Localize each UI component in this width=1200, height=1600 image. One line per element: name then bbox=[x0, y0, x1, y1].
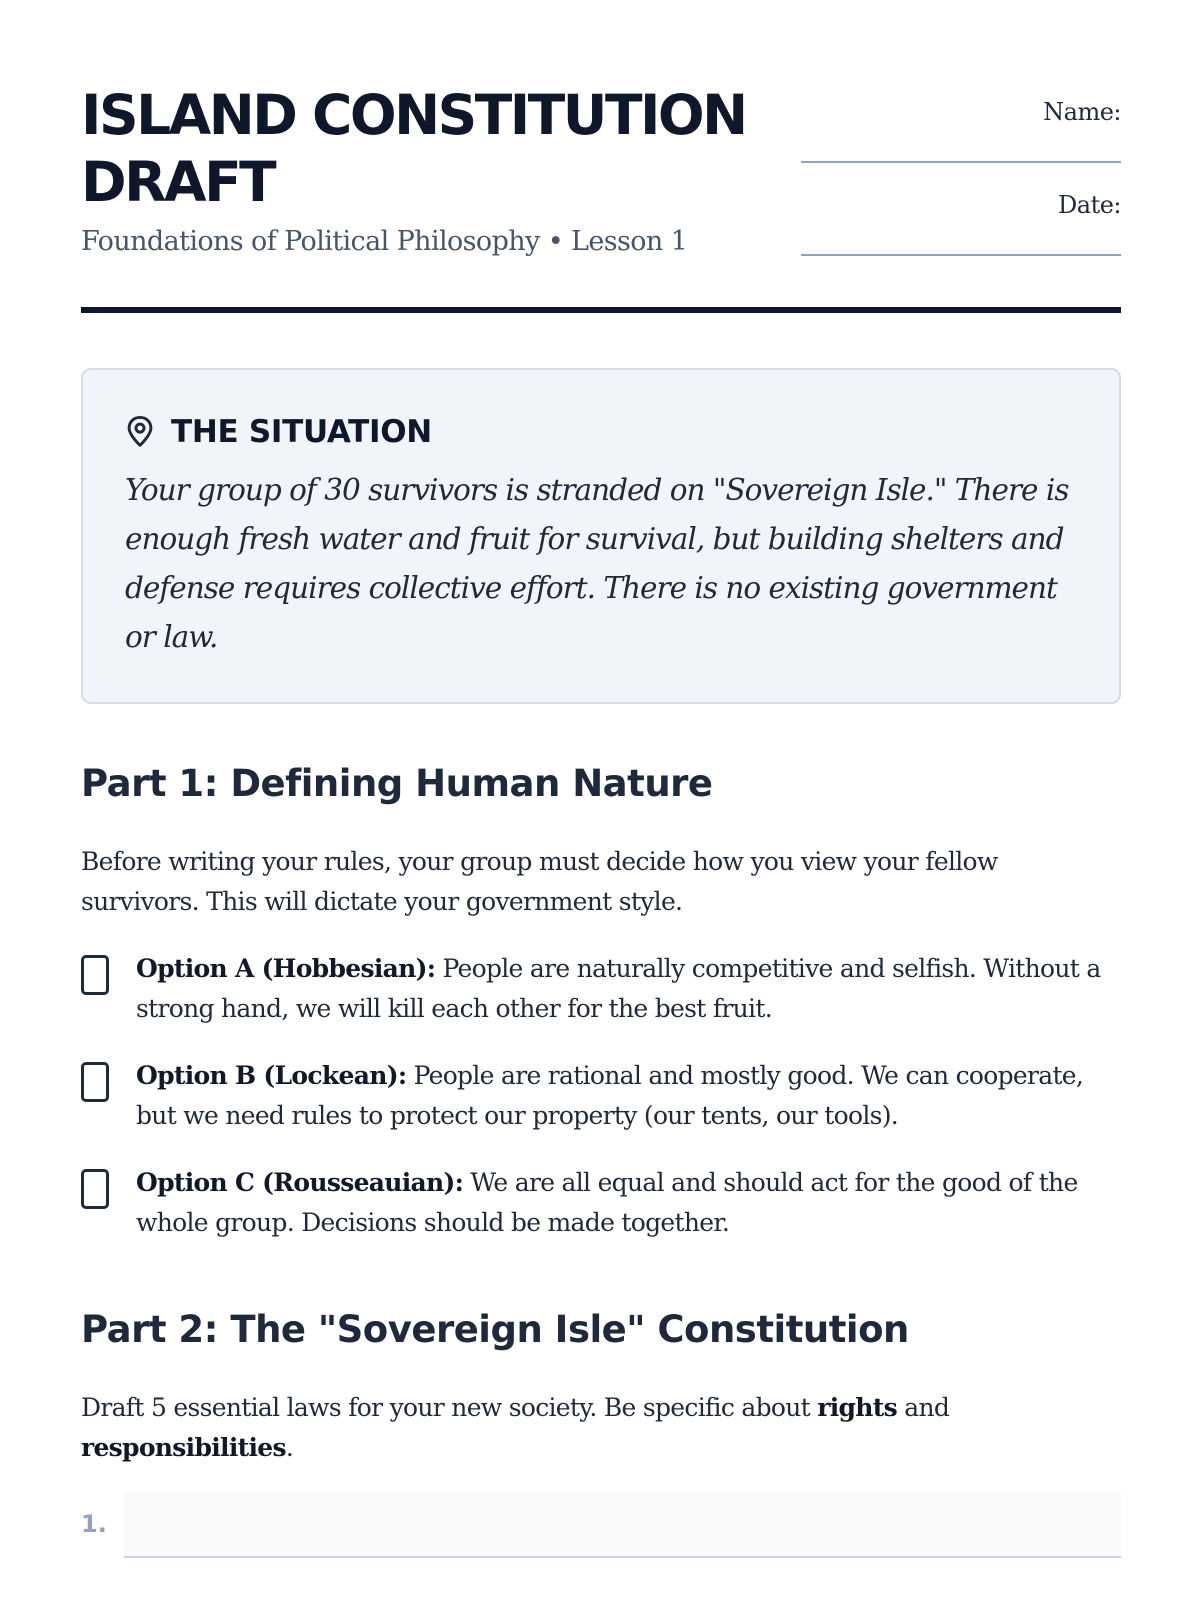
option-b-checkbox[interactable] bbox=[81, 1062, 109, 1102]
situation-header bbox=[125, 410, 1079, 454]
option-a bbox=[81, 949, 1121, 1029]
option-b bbox=[81, 1056, 1121, 1136]
part1-title: Part 1: Defining Human Nature bbox=[81, 762, 713, 805]
date-label: Date: bbox=[1058, 191, 1121, 219]
option-a-label: Option A (Hobbesian): bbox=[136, 954, 436, 983]
header-divider bbox=[81, 307, 1121, 313]
part2-intro-text: Draft 5 essential laws for your new society. Be specific about bbox=[81, 1393, 818, 1422]
option-c-text bbox=[136, 1163, 1121, 1243]
situation-text: Your group of 30 survivors is stranded on "Sovereign Isle." There is enough fresh water and fruit for survival, but building shelters and defense requires collective effort. There is no existing government or law. bbox=[125, 473, 1069, 654]
part2-intro-and: and bbox=[897, 1393, 950, 1422]
worksheet-title: ISLAND CONSTITUTION DRAFT bbox=[81, 83, 746, 214]
option-b-description: People are rational and mostly good. We can cooperate, but we need rules to protect our property (our tents, our tools). bbox=[136, 1061, 1084, 1130]
part2-intro-responsibilities: responsibilities bbox=[81, 1433, 286, 1462]
law-number: 1. bbox=[81, 1510, 107, 1538]
worksheet-page bbox=[81, 0, 1121, 1538]
map-pin-icon bbox=[125, 415, 155, 449]
situation-box bbox=[81, 368, 1121, 704]
name-field[interactable] bbox=[801, 161, 1121, 163]
date-field[interactable] bbox=[801, 254, 1121, 256]
option-b-text bbox=[136, 1056, 1121, 1136]
option-b-label: Option B (Lockean): bbox=[136, 1061, 407, 1090]
date-row bbox=[801, 185, 1121, 278]
option-a-checkbox[interactable] bbox=[81, 955, 109, 995]
option-c bbox=[81, 1163, 1121, 1243]
option-c-label: Option C (Rousseauian): bbox=[136, 1168, 464, 1197]
student-info bbox=[801, 92, 1121, 278]
law-input[interactable] bbox=[124, 1492, 1121, 1558]
part2-intro-period: . bbox=[285, 1433, 294, 1462]
option-a-text bbox=[136, 949, 1121, 1029]
law-row bbox=[81, 1492, 1121, 1560]
option-a-description: People are naturally competitive and selfish. Without a strong hand, we will kill each other for the best fruit. bbox=[136, 954, 1101, 1023]
situation-title: THE SITUATION bbox=[171, 414, 432, 450]
worksheet-subtitle: Foundations of Political Philosophy • Lesson 1 bbox=[81, 226, 688, 257]
part2-intro-rights: rights bbox=[817, 1393, 897, 1422]
part2-intro bbox=[81, 1388, 1121, 1468]
option-c-checkbox[interactable] bbox=[81, 1169, 109, 1209]
name-row bbox=[801, 92, 1121, 185]
part1-intro: Before writing your rules, your group must decide how you view your fellow survivors. This will dictate your government style. bbox=[81, 847, 998, 916]
option-c-description: We are all equal and should act for the good of the whole group. Decisions should be made together. bbox=[136, 1168, 1078, 1237]
name-label: Name: bbox=[1043, 98, 1121, 126]
worksheet-header bbox=[81, 0, 1121, 318]
part2-title: Part 2: The "Sovereign Isle" Constitution bbox=[81, 1308, 909, 1351]
